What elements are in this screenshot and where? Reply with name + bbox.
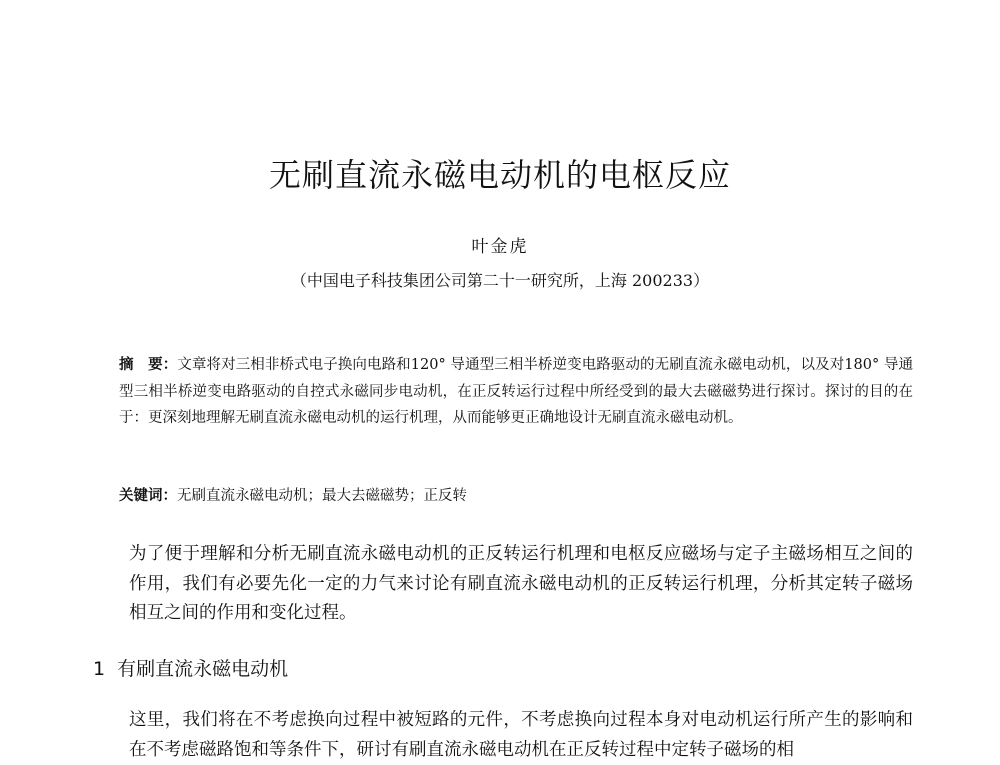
section-number: 1 — [93, 658, 106, 680]
intro-paragraph — [93, 540, 913, 629]
keywords-text: 无刷直流永磁电动机；最大去磁磁势；正反转 — [177, 488, 467, 504]
keywords — [119, 484, 913, 508]
section-title: 有刷直流永磁电动机 — [117, 658, 289, 680]
intro-paragraph-text: 为了便于理解和分析无刷直流永磁电动机的正反转运行机理和电枢反应磁场与定子主磁场相互之间的作用，我们有必要先化一定的力气来讨论有刷直流永磁电动机的正反转运行机理，分析其定转子磁场相互之间的作用和变化过程。 — [129, 544, 913, 623]
abstract-text: 文章将对三相非桥式电子换向电路和120° 导通型三相半桥逆变电路驱动的无刷直流永磁电动机，以及对180° 导通型三相半桥逆变电路驱动的自控式永磁同步电动机，在正反转运行过程中所经受到的最大去磁磁势进行探讨。探讨的目的在于：更深刻地理解无刷直流永磁电动机的运行机理，从而能够更正确地设计无刷直流永磁电动机。 — [119, 357, 913, 426]
abstract-label: 摘 要： — [119, 356, 178, 373]
paper-title: 无刷直流永磁电动机的电枢反应 — [268, 156, 731, 194]
abstract — [93, 352, 913, 432]
section-paragraph — [93, 706, 913, 765]
section-heading — [93, 654, 300, 681]
author-affiliation: （中国电子科技集团公司第二十一研究所，上海 200233） — [290, 271, 710, 290]
keywords-label: 关键词： — [119, 487, 177, 504]
author-name: 叶金虎 — [471, 237, 529, 257]
section-paragraph-text: 这里，我们将在不考虑换向过程中被短路的元件，不考虑换向过程本身对电动机运行所产生的影响和在不考虑磁路饱和等条件下，研讨有刷直流永磁电动机在正反转过程中定转子磁场的相 — [129, 710, 913, 760]
